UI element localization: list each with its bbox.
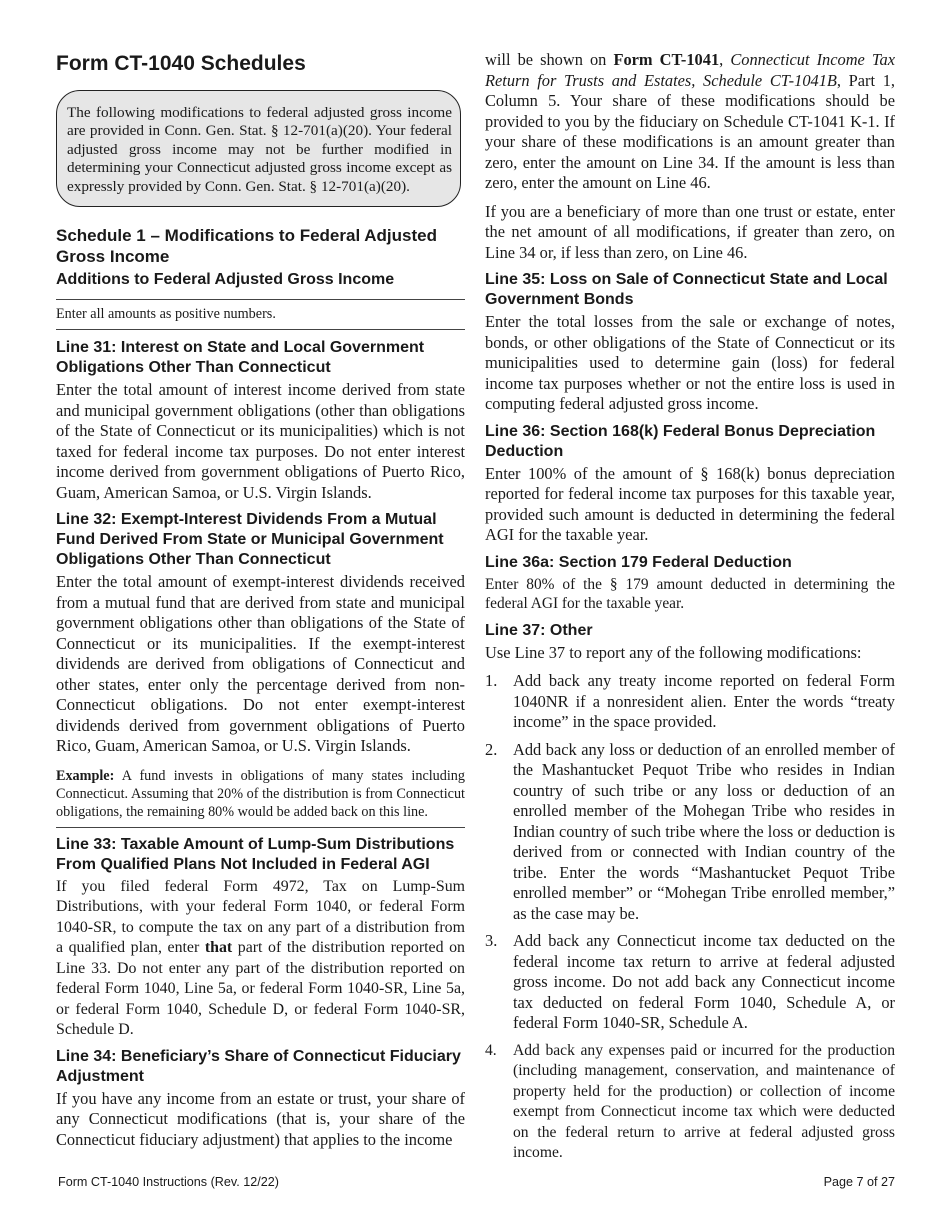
line33-body-bold: that (204, 939, 233, 956)
line31-heading: Line 31: Interest on State and Local Government Obligations Other Than Connecticut (56, 339, 425, 376)
item-text: Add back any loss or deduction of an enrolled member of the Mashantucket Pequot Tribe who resides in Indian country of such tribe or any loss or deduction of an enrolled member of the Mohegan Tribe who resides in Indian country of such tribe where the loss or deduction is derived from or connected with Indian country of the tribe. Enter the words “Mashantucket Pequot Tribe enrolled member” or “Mohegan Tribe enrolled member,” as the case may be. (513, 739, 895, 923)
item-number: 4. (485, 1041, 497, 1059)
line34-form-title: Connecticut Income Tax Return for Trusts and Estates, Schedule CT-1041B (485, 50, 895, 90)
line31-body: Enter the total amount of interest income derived from state and municipal government obligations (other than obligations of the State of Connecticut or its municipalities) which is not taxed for federal income tax purposes. Do not enter interest income derived from government obligations of Puerto Rico, Guam, American Samoa, or U.S. Virgin Islands. (56, 380, 465, 502)
item-text: Add back any treaty income reported on federal Form 1040NR if a nonresident alien. Enter the words “treaty income” in the space provided. (513, 671, 895, 731)
example-label: Example: (56, 767, 115, 784)
line34-right-b: , (719, 50, 731, 69)
line33-body-b: part of the distribution reported on Line 33. Do not enter any part of the distribution reported on federal Form 1040, Line 5a, or federal Form 1040-SR, Line 5a, or federal Form 1040, Schedule D, or federal Form 1040-SR, Schedule D. (56, 939, 465, 1038)
intro-note-box: The following modifications to federal adjusted gross income are provided in Conn. Gen. Stat. § 12-701(a)(20). Your federal adjusted gross income may not be further modified in determining your Connecticut adjusted gross income except as expressly provided by Conn. Gen. Stat. § 12-701(a)(20). (56, 90, 461, 207)
item-number: 1. (485, 671, 498, 690)
example-text: A fund invests in obligations of many states including Connecticut. Assuming that 20% of the distribution is from Connecticut obligations, the remaining 80% would be added back on this line. (56, 767, 465, 820)
line37-intro: Use Line 37 to report any of the following modifications: (485, 642, 862, 662)
line32-example (56, 767, 465, 828)
line35-body: Enter the total losses from the sale or exchange of notes, bonds, or other obligations of the State of Connecticut or its municipalities used to determine gain (loss) for federal income tax purposes whether or not the entire loss is used in computing federal adjusted gross income. (485, 312, 895, 413)
footer-form-name: Form CT-1040 Instructions (Rev. 12/22) (58, 1175, 279, 1189)
positive-note: Enter all amounts as positive numbers. (56, 306, 276, 322)
item-number: 2. (485, 739, 498, 759)
line37-heading: Line 37: Other (485, 621, 593, 639)
line34-form-ref: Form CT-1041 (613, 50, 720, 69)
list-item (485, 671, 895, 733)
line33-body (56, 877, 465, 1041)
list-item (485, 1041, 895, 1164)
line34-body-right-2: If you are a beneficiary of more than one trust or estate, enter the net amount of all modifications, if greater than zero, on Line 34 or, if less than zero, on Line 46. (485, 201, 895, 262)
line36-heading: Line 36: Section 168(k) Federal Bonus Depreciation Deduction (485, 422, 876, 460)
schedule1-heading: Schedule 1 – Modifications to Federal Adjusted Gross Income (56, 226, 437, 266)
page-title: Form CT-1040 Schedules (56, 52, 306, 75)
line32-heading: Line 32: Exempt-Interest Dividends From a Mutual Fund Derived From State or Municipal Government Obligations Other Than Connecticut (56, 511, 444, 568)
list-item (485, 931, 895, 1034)
item-number: 3. (485, 931, 498, 950)
line36a-body: Enter 80% of the § 179 amount deducted in determining the federal AGI for the taxable year. (485, 575, 895, 612)
schedule1-section (56, 225, 465, 1150)
list-item (485, 740, 895, 925)
line37-list (485, 671, 895, 1164)
line35-heading: Line 35: Loss on Sale of Connecticut State and Local Government Bonds (485, 271, 888, 308)
line34-body-right (485, 50, 895, 194)
line34-right-c: , Part 1, Column 5. Your share of these modifications should be provided to you by the fiduciary on Schedule CT-1041 K-1. If your share of these modifications is an amount greater than zero, enter the amount on Line 34. If the amount is less than zero, enter the amount on Line 46. (485, 70, 895, 192)
divider (56, 329, 465, 330)
line34-body-left: If you have any income from an estate or trust, your share of any Connecticut modifications (that is, your share of the Connecticut fiduciary adjustment) that applies to the income (56, 1088, 465, 1149)
line33-heading: Line 33: Taxable Amount of Lump-Sum Distributions From Qualified Plans Not Included in Federal AGI (56, 835, 455, 873)
item-text: Add back any expenses paid or incurred for the production (including management, conservation, and maintenance of property held for the production) or collection of income exempt from Connecticut income tax which were deducted on the federal return to arrive at federal adjusted gross income. (513, 1041, 895, 1161)
right-flow (485, 50, 895, 1164)
line32-body: Enter the total amount of exempt-interest dividends received from a mutual fund that are derived from state and municipal government obligations other than obligations of the State of Connecticut or its municipalities. If the exempt-interest dividends are derived from obligations of Connecticut and other states, enter only the percentage derived from non-Connecticut obligations. Do not enter exempt-interest dividends derived from government obligations of Puerto Rico, Guam, American Samoa, or U.S. Virgin Islands. (56, 572, 465, 755)
schedule1-subheading: Additions to Federal Adjusted Gross Income (56, 271, 395, 288)
line33-body-a: If you filed federal Form 4972, Tax on Lump-Sum Distributions, with your federal Form 1040, or federal Form 1040-SR, to compute the tax on any part of a distribution from a qualified plan, enter (56, 877, 465, 956)
line36-body: Enter 100% of the amount of § 168(k) bonus depreciation reported for federal income tax purposes for this taxable year, provided such amount is deducted in determining the federal AGI for the taxable year. (485, 463, 895, 544)
line36a-heading: Line 36a: Section 179 Federal Deduction (485, 553, 792, 571)
line34-heading: Line 34: Beneficiary’s Share of Connecticut Fiduciary Adjustment (56, 1047, 461, 1085)
line34-right-a: will be shown on (485, 50, 614, 69)
footer-page-number: Page 7 of 27 (823, 1175, 895, 1189)
item-text: Add back any Connecticut income tax deducted on the federal income tax return to arrive at federal adjusted gross income. Do not add back any Connecticut income tax deducted on federal Form 1040, Schedule A, or federal Form 1040-SR, Schedule A. (513, 931, 895, 1032)
